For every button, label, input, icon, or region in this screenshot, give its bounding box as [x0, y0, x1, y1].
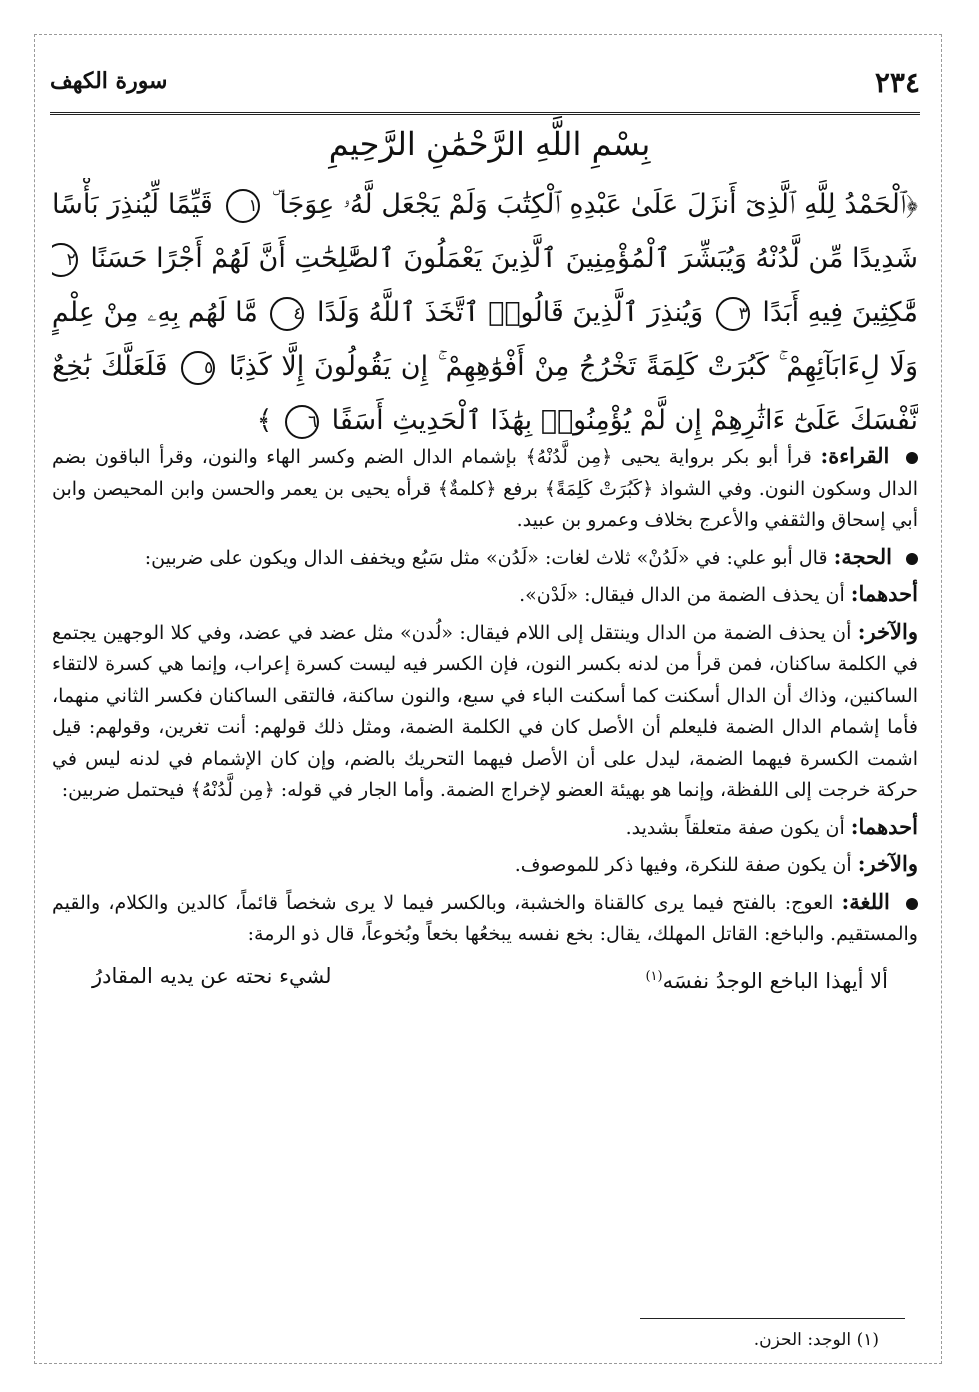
- footnote-number: (١): [856, 1330, 879, 1350]
- section-label: أحدهما:: [850, 581, 918, 606]
- section-text: أن يحذف الضمة من الدال فيقال: «لَدْن».: [519, 584, 845, 606]
- bullet-icon: [906, 452, 918, 464]
- other-option-2: [52, 848, 918, 882]
- ayah-number-5: ٥: [181, 351, 215, 385]
- first-option-2: [52, 811, 918, 845]
- verse-close-bracket: ﴾: [256, 405, 273, 436]
- first-option: [52, 578, 918, 612]
- section-label: القراءة:: [820, 443, 890, 468]
- section-label: اللغة:: [841, 888, 890, 914]
- section-label: الحجة:: [833, 543, 892, 569]
- footnote-divider: [640, 1318, 905, 1319]
- section-text: قال أبو علي: في «لَدُنْ» ثلاث لغات: «لَدُن» مثل سَبُع ويخفف الدال ويكون على ضربين:: [144, 546, 828, 569]
- verse-text: وَلَا لِءَابَآئِهِمْ ۚ كَبُرَتْ كَلِمَةً تَخْرُجُ مِنْ أَفْوَٰهِهِمْ ۚ إِن يَقُولُونَ إِلَّا كَذِبًا: [228, 351, 918, 382]
- footnote-text: الوجد: الحزن.: [753, 1330, 852, 1350]
- section-text: أن يحذف الضمة من الدال وينتقل إلى اللام فيقال: «لُدن» مثل عضد في عضد، وفي كلا الوجهين يجتمع في الكلمة ساكنان، فمن قرأ من لدنه بكسر النون، فإن الكسر فيه ليست كسرة إعراب، وإنما هي كسرة لالتقاء الساكنين، وذاك أن الدال أسكنت كما أسكنت الباء في سبع، والنون ساكنة، فالتقى الساكنان فكسر الثاني منهما، فأما إشمام الدال الضمة فليعلم أن الأصل كان في الكلمة الضمة، ومثل ذلك قولهم: أنت تغرين، وقولهم: قيل اشمت الكسرة فيهما الضمة، ليدل على أن الأصل فيهما التحريك بالضم، وإن كان الإشمام في لدنه ليس في حركة خرجت إلى اللفظة، وإنما هو بهيئة العضو لإخراج الضمة. وأما الجار في قوله: ﴿مِن لَّدُنْهُ﴾ فيحتمل ضربين:: [52, 621, 918, 801]
- verse-text: قَيِّمًا لِّيُنذِرَ بَأْسًا: [52, 189, 213, 220]
- footnote: [754, 1330, 879, 1350]
- ayah-number-2: ٢: [52, 243, 78, 277]
- section-label: أحدهما:: [850, 813, 918, 839]
- poem-hemistich-right: [645, 961, 888, 998]
- verse-text: مَّا لَهُم بِهِۦ مِنْ عِلْمٍ: [52, 297, 258, 328]
- section-label: والآخر:: [857, 618, 918, 644]
- verse-text: فَلَعَلَّكَ بَٰخِعٌ: [52, 351, 168, 382]
- ayah-number-6: ٦: [285, 405, 319, 439]
- verse-line: [52, 178, 918, 232]
- verse-text: وَيُنذِرَ ٱلَّذِينَ قَالُوا۟ ٱتَّخَذَ ٱللَّهُ وَلَدًا: [317, 297, 704, 328]
- bullet-icon: [906, 553, 918, 565]
- section-text: العوج: بالفتح فيما يرى كالقناة والخشبة، وبالكسر فيما لا يرى شخصاً قائماً، كالدين والكلام، والقيم والمستقيم. والباخع: القاتل المهلك، يقال: بخع نفسه يبخعُها بخعاً وبُخوعاً، قال ذو الرمة:: [52, 891, 918, 945]
- section-text: قرأ أبو بكر برواية يحيى ﴿مِن لَّدُنْهُ﴾ بإشمام الدال الضم وكسر الهاء والنون، وقرأ الباقون بضم الدال وسكون النون. وفي الشواذ ﴿كَبُرَتْ كَلِمَةً﴾ برفع ﴿كلمةٌ﴾ قرأه يحيى بن يعمر والحسن وابن المحيصن وابن أبي إسحاق والثقفي والأعرج بخلاف وعمرو بن عبيد.: [52, 446, 918, 531]
- verse-line: [52, 232, 918, 286]
- verse-text: ﴿ٱلْحَمْدُ لِلَّهِ ٱلَّذِىٓ أَنزَلَ عَلَىٰ عَبْدِهِ ٱلْكِتَٰبَ وَلَمْ يَجْعَل لَّهُۥ عِوَجَا ۜ: [272, 189, 918, 220]
- verse-line: [52, 286, 918, 340]
- verse-text: نَّفْسَكَ عَلَىٰٓ ءَاثَٰرِهِمْ إِن لَّمْ يُؤْمِنُوا۟ بِهَٰذَا ٱلْحَدِيثِ أَسَفًا: [331, 405, 918, 436]
- verse-line: [52, 340, 918, 394]
- page-number: ٢٣٤: [874, 66, 920, 99]
- verse-text: مَّٰكِثِينَ فِيهِ أَبَدًا: [762, 297, 918, 328]
- section-text: أن يكون صفة للنكرة، وفيها ذكر للموصوف.: [514, 854, 852, 876]
- other-option: [52, 616, 918, 807]
- page-header: [50, 66, 920, 115]
- commentary: [52, 440, 918, 997]
- section-label: والآخر:: [857, 851, 918, 876]
- surah-title: سورة الكهف: [50, 68, 168, 94]
- quran-verses: [52, 178, 918, 448]
- ayah-number-3: ٣: [716, 297, 750, 331]
- ayah-number-4: ٤: [270, 297, 304, 331]
- poem-hemistich-left: لشيء نحته عن يديه المقادرُ: [92, 963, 332, 988]
- hujja-section: [52, 541, 918, 575]
- basmala: بِسْمِ اللَّهِ الرَّحْمَٰنِ الرَّحِيمِ: [328, 125, 651, 163]
- ayah-number-1: ١: [226, 189, 260, 223]
- qiraa-section: [52, 440, 918, 537]
- section-text: أن يكون صفة متعلقاً بشديد.: [625, 816, 845, 839]
- poem-text: ألا أيهذا الباخع الوجدُ نفسَه: [662, 968, 888, 993]
- poem-verse: [52, 961, 918, 998]
- lugha-section: [52, 886, 918, 951]
- verse-text: شَدِيدًا مِّن لَّدُنْهُ وَيُبَشِّرَ ٱلْمُؤْمِنِينَ ٱلَّذِينَ يَعْمَلُونَ ٱلصَّٰلِحَٰتِ أَنَّ لَهُمْ أَجْرًا حَسَنًا: [90, 243, 918, 274]
- footnote-ref[interactable]: (١): [645, 968, 663, 984]
- bullet-icon: [906, 898, 918, 910]
